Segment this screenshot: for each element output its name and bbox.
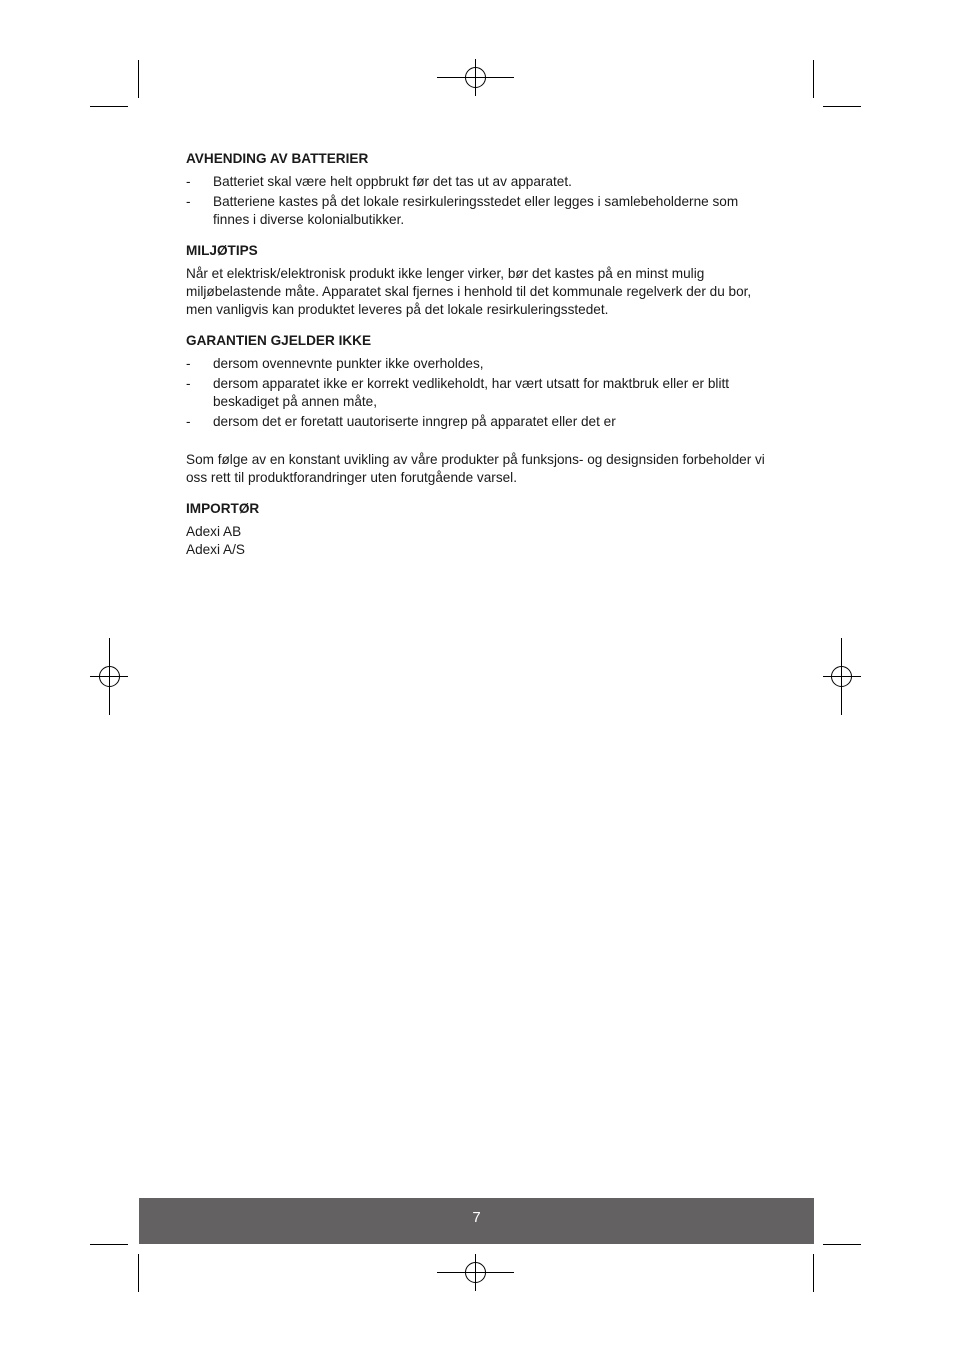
section-battery-disposal [186,150,766,229]
section-importer [186,500,766,559]
dash-bullet: - [186,356,191,371]
importer-line-1: Adexi AB [186,524,242,539]
warranty-heading: GARANTIEN GJELDER IKKE [186,333,372,348]
list-item [186,193,766,229]
environment-tips-heading: MILJØTIPS [186,243,258,258]
list-item [186,173,766,191]
list-item-text: dersom det er foretatt uautoriserte inngrep på apparatet eller det er [213,414,616,429]
list-item-text: dersom ovennevnte punkter ikke overholdes, [213,356,484,371]
list-item-text: Batteriet skal være helt oppbrukt før det tas ut av apparatet. [213,174,572,189]
page-number: 7 [472,1209,481,1226]
dash-bullet: - [186,194,191,209]
list-item [186,375,766,411]
dash-bullet: - [186,376,191,391]
dash-bullet: - [186,414,191,429]
list-item [186,355,766,373]
product-change-note: Som følge av en konstant uvikling av våre produkter på funksjons- og designsiden forbeholder vi oss rett til produktforandringer uten forutgående varsel. [186,452,765,485]
importer-heading: IMPORTØR [186,501,260,516]
page-footer-bar [139,1198,814,1244]
document-body [186,150,766,572]
list-item-text: dersom apparatet ikke er korrekt vedlikeholdt, har vært utsatt for maktbruk eller er blitt beskadiget på annen måte, [213,376,730,409]
importer-line-2: Adexi A/S [186,542,245,557]
section-environment-tips [186,242,766,319]
environment-tips-text: Når et elektrisk/elektronisk produkt ikke lenger virker, bør det kastes på en minst mulig miljøbelastende måte. Apparatet skal fjernes i henhold til det kommunale regelverk der du bor, men vanligvis kan produktet leveres på det lokale resirkuleringsstedet. [186,266,752,317]
list-item [186,413,766,431]
section-warranty-exclusions [186,332,766,487]
list-item-text: Batteriene kastes på det lokale resirkuleringsstedet eller legges i samlebeholderne som finnes i diverse kolonialbutikker. [213,194,739,227]
dash-bullet: - [186,174,191,189]
warranty-list [186,355,766,431]
battery-disposal-heading: AVHENDING AV BATTERIER [186,151,369,166]
battery-disposal-list [186,173,766,229]
